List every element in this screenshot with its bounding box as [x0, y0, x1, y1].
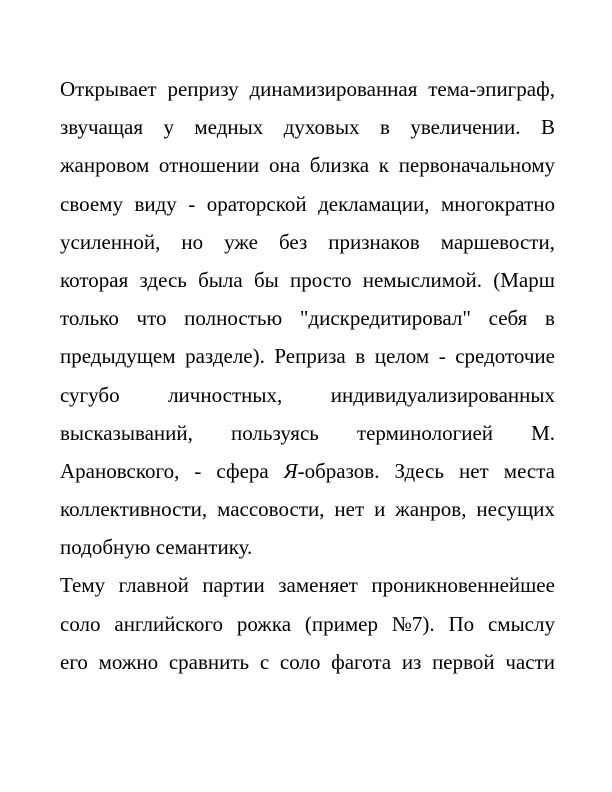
paragraph-2 — [60, 566, 555, 681]
word: с — [259, 649, 270, 674]
word: она — [268, 153, 301, 178]
word: массовости, — [217, 497, 325, 522]
word: - — [194, 458, 202, 483]
word: (Марш — [493, 267, 555, 292]
word: сфера — [216, 458, 269, 483]
word: была — [198, 267, 243, 292]
text-line — [60, 223, 555, 261]
word: звучащая — [60, 115, 144, 140]
word: разделе). — [185, 344, 265, 369]
word: Здесь — [394, 458, 444, 483]
word: В — [540, 115, 555, 140]
word: Арановского, — [60, 458, 180, 483]
word: проникновеннейшее — [371, 573, 555, 598]
word: рожка — [236, 611, 292, 636]
word: жанров, — [395, 497, 467, 522]
text-line — [60, 299, 555, 337]
word: Открывает — [60, 77, 157, 101]
text-line — [60, 70, 555, 108]
word: бы — [253, 267, 279, 292]
word: первой — [432, 649, 495, 674]
word: в — [355, 344, 366, 369]
word: места — [503, 458, 555, 483]
word: М. — [531, 420, 555, 445]
word: немыслимой. — [362, 267, 483, 292]
word: можно — [98, 649, 159, 674]
word: Тему — [60, 573, 106, 598]
word: признаков — [328, 229, 420, 254]
paragraph-1-last-line — [60, 528, 555, 566]
text-line — [60, 337, 555, 375]
word: своему — [60, 191, 123, 216]
word: соло — [279, 649, 321, 674]
text-line — [60, 261, 555, 299]
word: к — [378, 153, 389, 178]
paragraph-1 — [60, 70, 555, 528]
word: только — [60, 306, 119, 331]
word: его — [60, 649, 88, 674]
word: многократно — [440, 191, 555, 216]
word: в — [380, 115, 390, 140]
word: увеличении. — [410, 115, 521, 140]
word: но — [181, 229, 204, 254]
word: "дискредитировал" — [299, 306, 471, 331]
word: динамизированная — [249, 77, 418, 101]
word: индивидуализированных — [330, 382, 555, 407]
text-line: подобную семантику. — [60, 535, 253, 560]
text-line — [60, 185, 555, 223]
word: у — [163, 115, 174, 140]
word: средоточие — [455, 344, 555, 369]
word: медных — [194, 115, 264, 140]
word: репризу — [167, 77, 239, 101]
text-line — [60, 605, 555, 643]
word: уже — [224, 229, 258, 254]
word: близка — [309, 153, 370, 178]
text-line — [60, 452, 555, 490]
word: нет — [458, 458, 489, 483]
word: тема-эпиграф, — [428, 77, 555, 101]
text-line — [60, 376, 555, 414]
word: духовых — [283, 115, 360, 140]
word: маршевости, — [440, 229, 555, 254]
word: №7). — [391, 611, 435, 636]
word: полностью — [184, 306, 283, 331]
document-body — [60, 70, 555, 681]
word: личностных, — [168, 382, 283, 407]
word: сугубо — [60, 382, 120, 407]
word: главной — [118, 573, 189, 598]
word: заменяет — [278, 573, 358, 598]
word: фагота — [331, 649, 392, 674]
word: - — [188, 191, 196, 216]
word: терминологией — [356, 420, 493, 445]
word: здесь — [139, 267, 187, 292]
word: жанровом — [60, 153, 150, 178]
word: несущих — [476, 497, 555, 522]
word: которая — [60, 267, 129, 292]
word: Я-образов. — [283, 458, 380, 483]
word: Реприза — [274, 344, 346, 369]
word: из — [401, 649, 422, 674]
word: в — [545, 306, 555, 331]
word: виду — [134, 191, 177, 216]
word: английского — [114, 611, 223, 636]
word: усиленной, — [60, 229, 161, 254]
word: коллективности, — [60, 497, 208, 522]
word: части — [505, 649, 555, 674]
text-line — [60, 490, 555, 528]
word: пользуясь — [230, 420, 319, 445]
word: высказываний, — [60, 420, 193, 445]
word: нет — [334, 497, 365, 522]
word: предыдущем — [60, 344, 176, 369]
word: соло — [60, 611, 101, 636]
word: декламации, — [318, 191, 430, 216]
word: просто — [290, 267, 352, 292]
word: себя — [488, 306, 528, 331]
word: - — [438, 344, 446, 369]
word: что — [136, 306, 167, 331]
text-line — [60, 566, 555, 604]
text-line — [60, 108, 555, 146]
word: отношении — [158, 153, 260, 178]
word: сравнить — [168, 649, 250, 674]
word: без — [278, 229, 308, 254]
word: партии — [202, 573, 265, 598]
text-line — [60, 146, 555, 184]
word: (пример — [304, 611, 378, 636]
word: По — [448, 611, 475, 636]
word: смыслу — [487, 611, 555, 636]
word: первоначальному — [398, 153, 555, 178]
text-line — [60, 414, 555, 452]
word: ораторской — [206, 191, 307, 216]
text-line — [60, 643, 555, 681]
word: целом — [374, 344, 430, 369]
word: и — [374, 497, 386, 522]
